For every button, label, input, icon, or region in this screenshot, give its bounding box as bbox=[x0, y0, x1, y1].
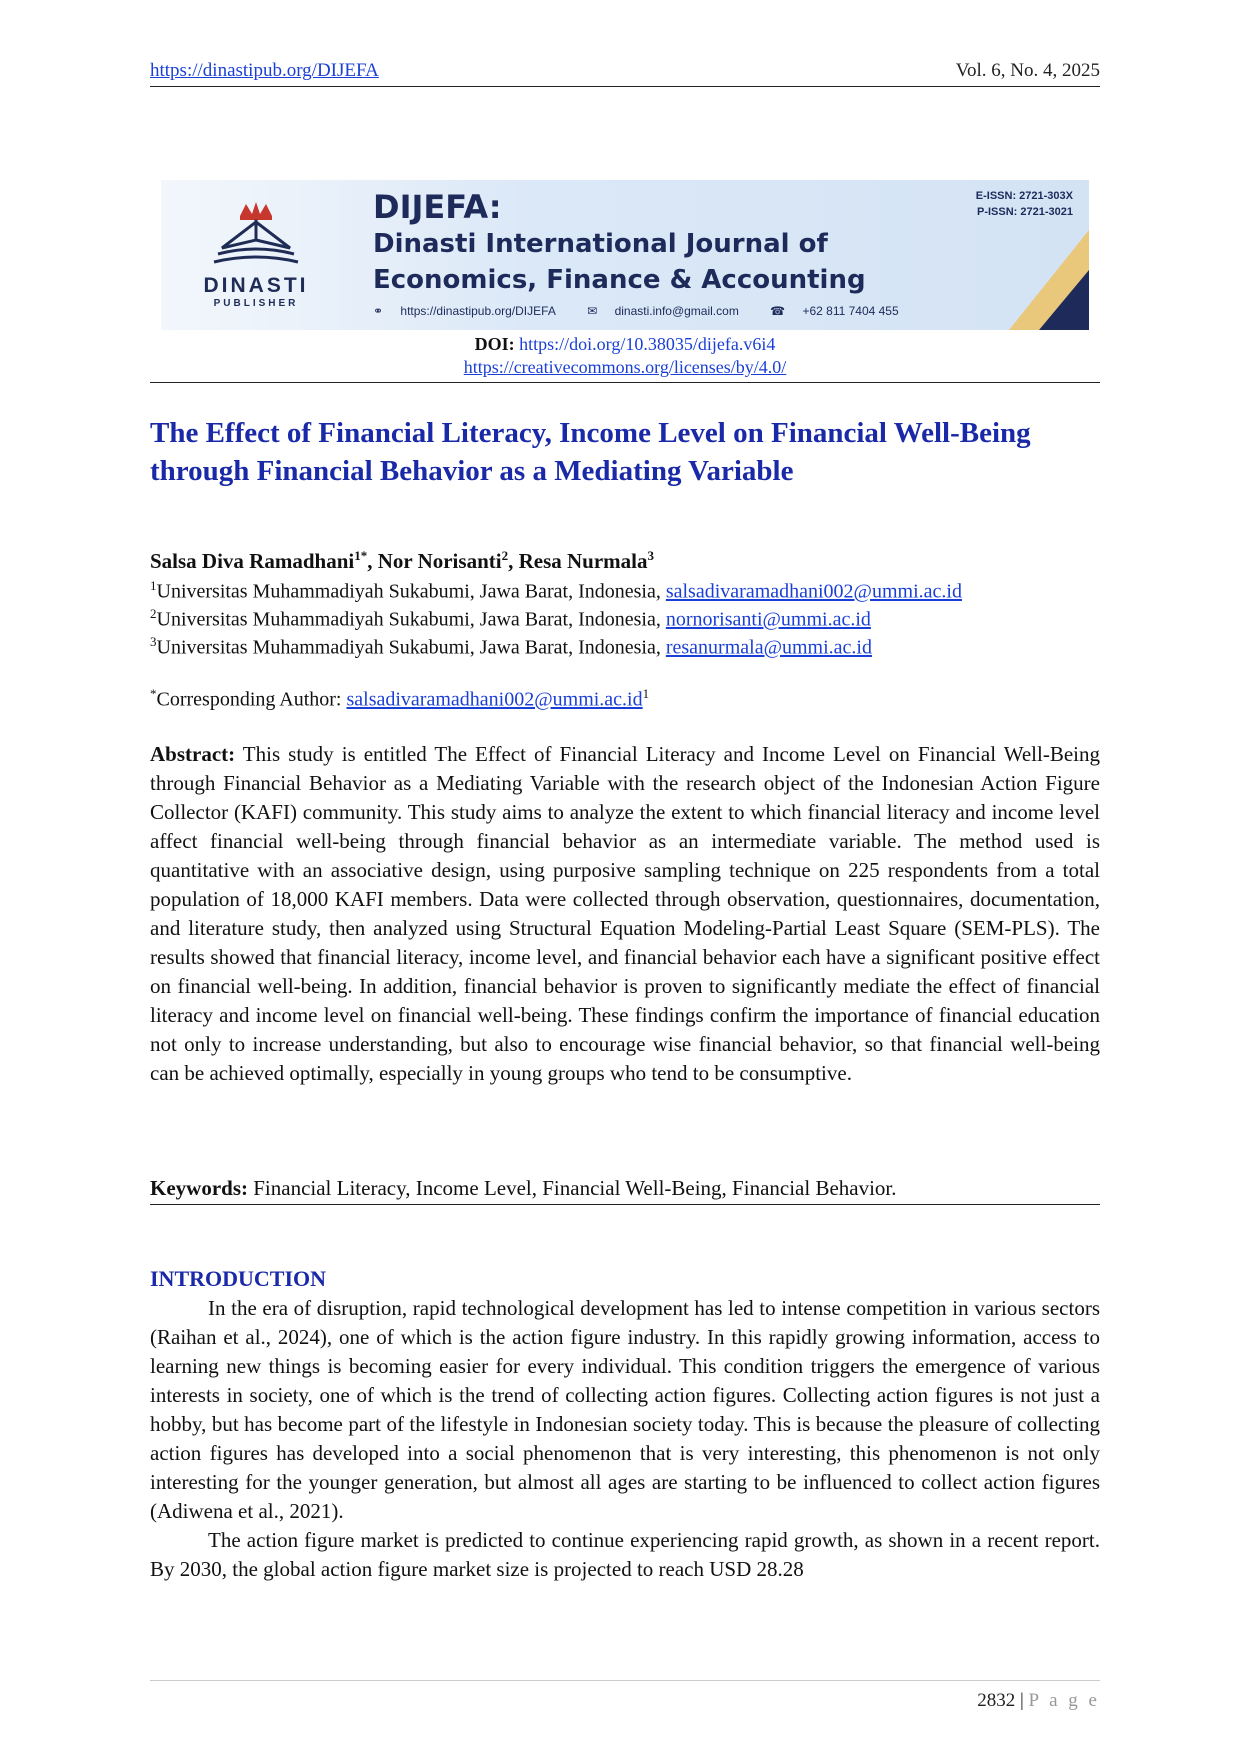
publisher-brand: DINASTI bbox=[203, 274, 309, 297]
phone-icon: ☎ bbox=[770, 304, 786, 318]
p-issn: P-ISSN: 2721-3021 bbox=[977, 206, 1073, 218]
journal-title-block bbox=[373, 188, 866, 298]
paragraph: In the era of disruption, rapid technological development has led to intense competition in various sectors (Raihan et al., 2024), one of which is the action figure industry. In this rapidly growing information, access to learning new things is becoming easier for every individual. This condition triggers the emergence of various interests in society, one of which is the trend of collecting action figures. Collecting action figures is not just a hobby, but has become part of the lifestyle in Indonesian society today. This is because the pleasure of collecting action figures has developed into a social phenomenon that is very interesting, this phenomenon is not only interesting for the younger generation, but almost all ages are starting to be influenced to collect action figures (Adiwena et al., 2021). bbox=[150, 1296, 1100, 1523]
affiliation: $^2$Universitas Muhammadiyah Sukabumi, Jawa Barat, Indonesia, nornorisanti@ummi.ac.id bbox=[150, 606, 871, 631]
author-email-link[interactable]: resanurmala@ummi.ac.id bbox=[665, 636, 872, 659]
author-name: Resa Nurmala bbox=[518, 549, 648, 573]
journal-name-line2: Economics, Finance & Accounting bbox=[373, 265, 866, 295]
phone-contact: ☎ +62 811 7404 455 bbox=[770, 304, 899, 318]
journal-banner bbox=[161, 180, 1089, 330]
globe-icon: ⚭ bbox=[373, 304, 384, 318]
article-title: The Effect of Financial Literacy, Income Level on Financial Well-Being through Financial Behavior as a Mediating Variable bbox=[150, 417, 1031, 487]
mail-icon: ✉ bbox=[587, 304, 598, 318]
publisher-label: PUBLISHER bbox=[213, 298, 299, 309]
crown-icon bbox=[210, 200, 302, 272]
corresponding-email-link[interactable]: salsadivaramadhani002@ummi.ac.id bbox=[346, 688, 643, 711]
section-heading: INTRODUCTION bbox=[150, 1266, 327, 1291]
header-divider bbox=[150, 382, 1100, 383]
corresponding-author: *Corresponding Author: $salsadivaramadhani002@ummi.ac.id^1$ bbox=[150, 686, 650, 711]
doi-link[interactable]: https://doi.org/10.38035/dijefa.v6i4 bbox=[519, 334, 776, 354]
footer-divider bbox=[150, 1680, 1100, 1681]
affiliation: $^1$Universitas Muhammadiyah Sukabumi, Jawa Barat, Indonesia, salsadivaramadhani002@ummi.ac.id bbox=[150, 578, 962, 603]
keywords-text: Financial Literacy, Income Level, Financial Well-Being, Financial Behavior. bbox=[248, 1176, 897, 1200]
author-name: Salsa Diva Ramadhani bbox=[150, 549, 355, 573]
web-contact: ⚭ https://dinastipub.org/DIJEFA bbox=[373, 304, 556, 318]
volume-info: Vol. 6, No. 4, 2025 bbox=[955, 60, 1100, 81]
running-header bbox=[150, 60, 1100, 87]
author-email-link[interactable]: salsadivaramadhani002@ummi.ac.id bbox=[665, 580, 962, 603]
book-icon bbox=[214, 222, 298, 262]
banner-decoration bbox=[969, 220, 1089, 330]
doi-label: DOI: bbox=[474, 334, 515, 354]
issn-block bbox=[976, 188, 1073, 220]
journal-url-link[interactable]: https://dinastipub.org/DIJEFA bbox=[150, 60, 379, 81]
author-email-link[interactable]: nornorisanti@ummi.ac.id bbox=[665, 608, 871, 631]
publisher-logo bbox=[201, 200, 311, 320]
journal-name-line1: Dinasti International Journal of bbox=[373, 229, 828, 259]
page-number: 2832 | P a g e bbox=[977, 1690, 1100, 1711]
affiliation: $^3$Universitas Muhammadiyah Sukabumi, Jawa Barat, Indonesia, resanurmala@ummi.ac.id bbox=[150, 634, 872, 659]
author-list: Salsa Diva Ramadhani$^{1*}$, Nor Norisanti$^2$, Resa Nurmala$^3$ bbox=[150, 548, 654, 573]
author-name: Nor Norisanti bbox=[377, 549, 502, 573]
e-issn: E-ISSN: 2721-303X bbox=[975, 190, 1073, 202]
introduction-body bbox=[150, 1294, 1100, 1584]
journal-abbr: DIJEFA: bbox=[373, 188, 502, 226]
license-link[interactable]: https://creativecommons.org/licenses/by/4.0/ bbox=[463, 357, 787, 377]
keywords bbox=[150, 1176, 1100, 1205]
doi-block bbox=[150, 333, 1100, 379]
keywords-label: Keywords: bbox=[150, 1176, 248, 1200]
abstract bbox=[150, 740, 1100, 1088]
journal-contacts bbox=[373, 304, 927, 318]
email-contact: ✉ dinasti.info@gmail.com bbox=[587, 304, 739, 318]
paragraph: The action figure market is predicted to continue experiencing rapid growth, as shown in a recent report. By 2030, the global action figure market size is projected to reach USD 28.28 bbox=[150, 1528, 1100, 1581]
abstract-label: Abstract: bbox=[150, 742, 236, 766]
abstract-text: This study is entitled The Effect of Financial Literacy and Income Level on Financial Well-Being through Financial Behavior as a Mediating Variable with the research object of the Indonesian Action Figure Collector (KAFI) community. This study aims to analyze the extent to which financial literacy and income level affect financial well-being through financial behavior as an intermediate variable. The method used is quantitative with an associative design, using purposive sampling technique on 225 respondents from a total population of 18,000 KAFI members. Data were collected through observation, questionnaires, documentation, and literature study, then analyzed using Structural Equation Modeling-Partial Least Square (SEM-PLS). The results showed that financial literacy, income level, and financial behavior each have a significant positive effect on financial well-being. In addition, financial behavior is proven to significantly mediate the effect of financial literacy and income level on financial well-being. These findings confirm the importance of financial education not only to increase understanding, but also to encourage wise financial behavior, so that financial well-being can be achieved optimally, especially in young groups who tend to be consumptive. bbox=[150, 742, 1100, 1085]
